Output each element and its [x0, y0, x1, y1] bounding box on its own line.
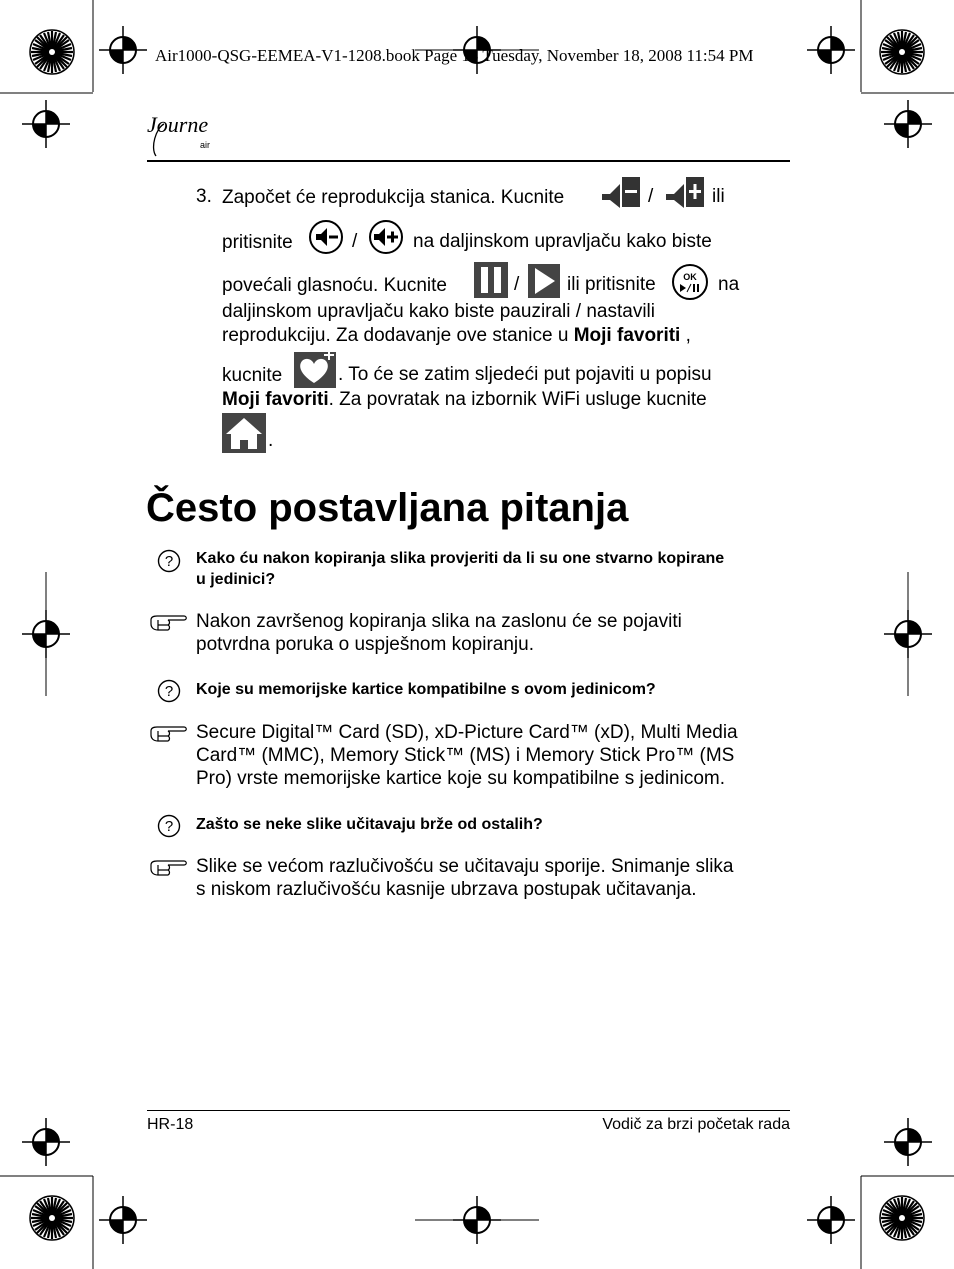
- step-text: reprodukciju. Za dodavanje ove stanice u: [222, 325, 569, 346]
- footer-title: Vodič za brzi početak rada: [602, 1116, 790, 1133]
- step-text: Započet će reprodukcija stanica. Kucnite: [222, 187, 565, 208]
- footer-rule: [147, 1110, 790, 1111]
- faq-answer-1: [196, 610, 796, 656]
- step-line-4: daljinskom upravljaču kako biste pauzirali / nastavili: [222, 301, 655, 322]
- ok-play-pause-icon[interactable]: [670, 263, 710, 301]
- svg-text:?: ?: [164, 683, 174, 700]
- pointing-hand-icon: [148, 612, 190, 634]
- faq-question-text: Zašto se neke slike učitavaju brže od ostalih?: [196, 816, 543, 833]
- step-text: pritisnite: [222, 232, 293, 253]
- brand-swoosh: [146, 118, 216, 160]
- remote-volume-down-icon[interactable]: [308, 219, 344, 255]
- moji-favoriti-label: Moji favoriti: [573, 325, 681, 346]
- faq-answer-text: Secure Digital™ Card (SD), xD-Picture Card™ (xD), Multi Media: [196, 722, 738, 743]
- faq-question-2: [196, 679, 796, 700]
- faq-question-1: [196, 548, 796, 590]
- page-number: HR-18: [147, 1116, 194, 1133]
- step-line-7: [222, 388, 792, 411]
- question-icon: [157, 814, 181, 838]
- brand-logo: Journe: [147, 112, 209, 137]
- volume-up-touch-icon[interactable]: [664, 174, 706, 210]
- step-text: kucnite: [222, 365, 283, 386]
- faq-answer-text: Nakon završenog kopiranja slika na zaslonu će se pojaviti: [196, 611, 682, 632]
- faq-answer-text: Card™ (MMC), Memory Stick™ (MS) i Memory Stick Pro™ (MS: [196, 745, 735, 766]
- step-line-1: [222, 186, 792, 209]
- home-icon[interactable]: [222, 413, 266, 453]
- pointing-hand-icon: [148, 723, 190, 745]
- svg-text:?: ?: [164, 553, 174, 570]
- step-text: povećali glasnoću. Kucnite: [222, 275, 447, 296]
- step-text: . To će se zatim sljedeći put pojaviti u popisu: [338, 364, 712, 385]
- step-text: . Za povratak na izbornik WiFi usluge kucnite: [328, 389, 707, 410]
- remote-volume-up-icon[interactable]: [368, 219, 404, 255]
- pointing-hand-icon: [148, 857, 190, 879]
- step-text-na: na: [718, 274, 740, 295]
- faq-heading: Često postavljana pitanja: [146, 486, 629, 530]
- svg-text:?: ?: [164, 818, 174, 835]
- step-text-ili: ili: [712, 186, 725, 207]
- faq-question-3: [196, 814, 796, 835]
- step-text: ,: [680, 325, 691, 346]
- faq-question-text: Kako ću nakon kopiranja slika provjeriti da li su one stvarno kopirane: [196, 550, 725, 567]
- brand-logo-sub: air: [200, 140, 211, 150]
- header-rule: [147, 160, 790, 162]
- step-text: na daljinskom upravljaču kako biste: [413, 231, 712, 252]
- faq-question-text: u jedinici?: [196, 571, 276, 588]
- print-header: Air1000-QSG-EEMEA-V1-1208.book Page 18 Tuesday, November 18, 2008 11:54 PM: [155, 46, 754, 65]
- pause-icon[interactable]: [474, 262, 508, 298]
- faq-question-text: Koje su memorijske kartice kompatibilne s ovom jedinicom?: [196, 681, 656, 698]
- slash: /: [352, 231, 358, 252]
- step-line-5: [222, 324, 792, 347]
- svg-text:OK: OK: [683, 272, 697, 282]
- volume-down-touch-icon[interactable]: [600, 174, 642, 210]
- step-number: 3.: [196, 186, 212, 207]
- slash: /: [648, 186, 654, 207]
- moji-favoriti-label: Moji favoriti: [222, 389, 329, 410]
- step-text: ili pritisnite: [567, 274, 656, 295]
- faq-answer-text: Slike se većom razlučivošću se učitavaju sporije. Snimanje slika: [196, 856, 734, 877]
- faq-answer-2: [196, 721, 796, 790]
- slash: /: [514, 274, 520, 295]
- faq-answer-text: potvrdna poruka o uspješnom kopiranju.: [196, 634, 534, 655]
- faq-answer-text: Pro) vrste memorijske kartice koje su kompatibilne s jedinicom.: [196, 768, 726, 789]
- play-icon[interactable]: [528, 264, 560, 298]
- faq-answer-3: [196, 855, 796, 901]
- question-icon: [157, 549, 181, 573]
- add-favorite-heart-icon[interactable]: [294, 352, 336, 388]
- step-period: .: [268, 430, 274, 451]
- faq-answer-text: s niskom razlučivošću kasnije ubrzava postupak učitavanja.: [196, 879, 697, 900]
- question-icon: [157, 679, 181, 703]
